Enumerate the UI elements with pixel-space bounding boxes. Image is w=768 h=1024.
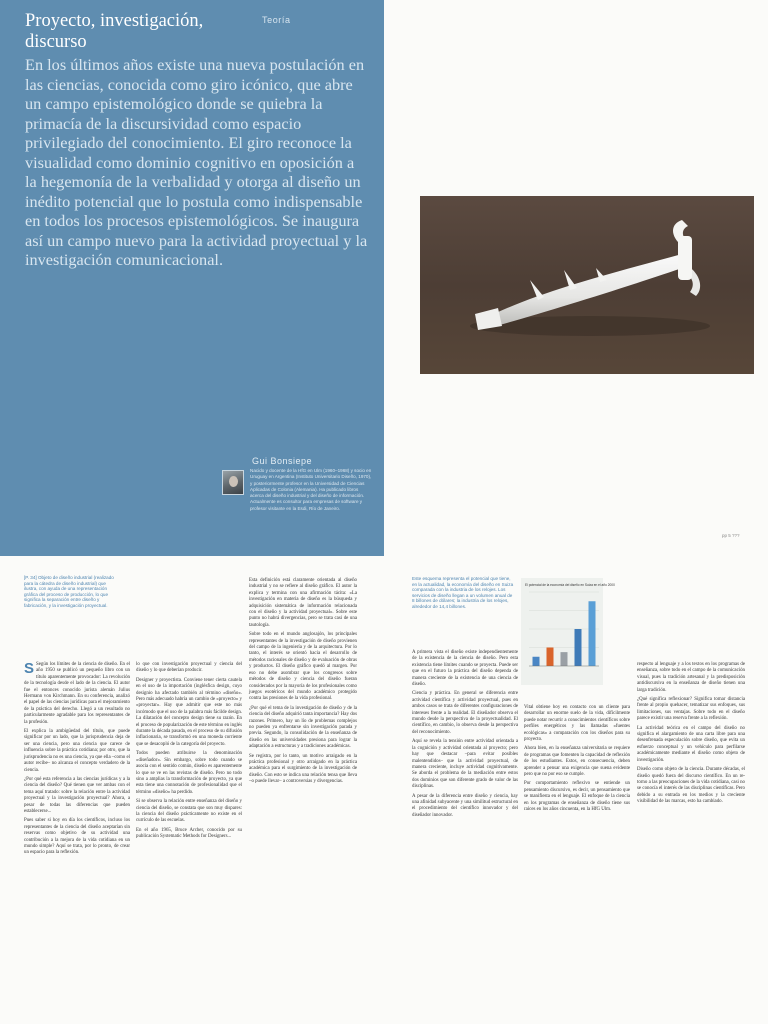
- author-photo: [222, 470, 244, 495]
- bar-chart: [521, 578, 615, 685]
- chart-bar: [561, 652, 568, 666]
- paragraph: Diseño como objeto de la ciencia. Durante décadas, el diseño quedó fuera del discurso científico. En un re-torno a las preocupaciones de la vida cotidiana, casi no se conocía el interés de las disciplinas científicas. Pero debido a su entrada en los medios y la creciente visibilidad de las marcas, esto ha cambiado.: [637, 767, 745, 805]
- paragraph: Ahora bien, en la enseñanza universitaria se requiere de programas que fomenten la capacidad de reflexión de los estudiantes. Estos, en consecuencia, deben aprender a pensar una exigencia que suena evidente pero que no por eso se cumple.: [524, 746, 630, 778]
- chart-caption-text: Este esquema representa el potencial que tiene, en la actualidad, la economía del diseño en Suiza comparada con la industria de los relojes. Los servicios de diseño llegan a un volumen anual de 8 billones de dólares; la industria de los relojes, alrededor de 14,4 billones.: [412, 576, 514, 609]
- paragraph: Se registra, por lo tanto, un motivo arraigado en la práctica profesional y otro arraigado en la práctica académica para el surgimiento de la investigación de diseño. Con esto se indica una relación tensa que lleva –o puede llevar– a controversias y divergencias.: [249, 753, 357, 785]
- plastic-object-illustration: [420, 196, 754, 374]
- chart-bar: [533, 657, 540, 666]
- paragraph: Esta definición está claramente orientada al diseño industrial y no se refiere al diseño gráfico. El autor la explica y termina con una afirmación tácita: «La investigación en materia de diseño es la búsqueda y adquisición sistemática de información relacionada con el diseño y la actividad proyectual». Sobre este punto no habrá divergencias, pero se trata casi de una tautología.: [249, 578, 357, 628]
- chart-bar: [575, 629, 582, 666]
- paragraph: La actividad teórica en el campo del diseño no significa el alargamiento de una carta libre para una desenfrenada especulación sobre diseño, que evita un esfuerzo conceptual y un vehículo para perfilarse académicamente mediante el diseño como objeto de investigación.: [637, 725, 745, 763]
- body-column-5: [524, 705, 630, 817]
- author-name: Gui Bonsiepe: [252, 456, 313, 466]
- figure-caption: [P. 34] Objeto de diseño industrial (realizado para la cátedra de diseño industrial) que ilustra, con ayuda de una representación gráfica del proceso de producción, lo que significa la separación entre diseño y fabricación, y la investigación proyectual.: [24, 575, 114, 608]
- page-number: pp 5 ???: [722, 533, 740, 538]
- paragraph: ¿Por qué esta referencia a las ciencias jurídicas y a la ciencia del diseño? Qué tienen que ver ambas con el tema aquí tratado: sobre la relación entre la actividad proyectual y la investigación proyectual? Ahora, a pesar de todas las diferencias que pueden establecerse...: [24, 776, 130, 814]
- paragraph: Pues saber si hoy en día los científicos, incluso los representantes de la ciencia del diseño aceptarían sin reservas como objetivo de su actividad una contribución a la mejora de la vida cotidiana en un mundo simple? Aquí se trata, por lo pronto, de crear un espacio para la reflexión.: [24, 818, 130, 856]
- hero-panel: [0, 0, 384, 556]
- paragraph: S Según los límites de la ciencia de diseño. En el año 1950 se publicó un pequeño libro con un título aparentemente provocador: La revolución de la tecnología desde el lado de la ciencia. El autor fue el entonces conocido jurista alemán Julius Hermann von Kirchmann. En su conferencia, analizó el papel de las ciencias jurídicas para el mejoramiento de la práctica del derecho. Llegó a un resultado no particularmente agradable para los representantes de la profesión.: [24, 660, 130, 725]
- paragraph: Si se observa la relación entre enseñanza del diseño y ciencia del diseño, se constata que son muy dispares: la ciencia del diseño prácticamente no existe en el currículo de las escuelas.: [136, 799, 242, 824]
- bar-chart-svg: [521, 578, 615, 685]
- paragraph: Por comportamiento reflexivo se entiende un pensamiento discursivo, es decir, un pensamiento que se manifiesta en el lenguaje. El enfoque de la ciencia en los programas de enseñanza de diseño tiene sus raíces en los años cincuenta, en la HfG Ulm.: [524, 781, 630, 813]
- paragraph: Aquí se revela la tensión entre actividad orientada a la cognición y actividad orientada al proyecto; pero hay que destacar –para evitar posibles malentendidos– que la actividad proyectual, de manera creciente, incluye actividad cognitivamente. Se aborda el problema de la mediación entre estos dos dominios que son diferente grado de valor de las disciplinas.: [412, 739, 518, 790]
- paragraph: respecto al lenguaje y a los textos en los programas de enseñanza, sobre todo en el campo de la comunicación visual, pues la tradición artesanal y la predisposición antidiscursiva en la enseñanza de diseño tienen una larga tradición.: [637, 662, 745, 693]
- paragraph: Vital obtiene hoy en contacto con un cliente para desarrollar un enorme suelo de la vida, difícilmente puede notar recurrir a conocimientos científicos sobre perfiles energéticos y las llamadas «fuentes ecológicas» a comparación con los diseños para su proyecto.: [524, 705, 630, 743]
- article-lead: En los últimos años existe una nueva postulación en las ciencias, conocida como giro icónico, que abre un campo epistemológico donde se quiebra la primacía de la discursividad como espacio privilegiado del conocimiento. El giro reconoce la visualidad como dominio cognitivo en oposición a la hegemonía de la verbalidad y otorga al diseño un inédito potencial que lo postula como indispensable en todos los procesos epistemológicos. Se inaugura así un campo nuevo para la actividad proyectual y la investigación comunicacional.: [25, 55, 368, 269]
- body-column-1: [24, 662, 130, 860]
- paragraph: El explica la ambigüedad del título, que puede significar por un lado, que la jurisprudencia deja de ser una ciencia, pero una ciencia que carece de influencia sobre la práctica cotidiana; por otro, que la jurisprudencia no es una ciencia, ya que ella –como el autor recibe– no alcanza el concepto verdadero de la ciencia.: [24, 729, 130, 773]
- paragraph: ¿Qué significa reflexionar? Significa tomar distancia frente al propio quehacer, tematizar sus enfoques, sus limitaciones, sus ventajas. Sobre todo en el diseño parece existir una reserva frente a la reflexión.: [637, 697, 745, 722]
- paragraph: Todos pueden atribuirse la denominación «diseñador». Sin embargo, sobre todo cuando se asocia con el sentido común, diseño es aparentemente lo que se ve en las revistas de diseño. Pero no todo sino a amplias la transformación de proyecto, ya que esta tiene una connotación de profesionalidad que el término «diseño» ha perdido.: [136, 751, 242, 795]
- body-column-3: [249, 578, 357, 789]
- section-label: Teoría: [262, 15, 291, 25]
- paragraph: A primera vista el diseño existe independientemente de la existencia de la ciencia de diseño. Pero esta existencia tiene límites cuando se proyecta. Puede ser que en el futuro la práctica del diseño dependa de manera creciente de la existencia de una ciencia de diseño.: [412, 650, 518, 688]
- paragraph: ¿Por qué el tema de la investigación de diseño y de la ciencia del diseño adquirió tanta importancia? Hay dos razones. Primero, hay un lío de problemas complejos no pueden ya enfrentarse sin investigación parada y previa. Segundo, la consolidación de la enseñanza de diseño en las universidades presiona para lograr la adaptación a estructuras y a tradiciones académicas.: [249, 705, 357, 750]
- dropcap: S: [24, 660, 35, 677]
- body-column-6: [637, 662, 745, 809]
- paragraph: A pesar de la diferencia entre diseño y ciencia, hay una afinidad subyacente y una similitud estructural en el procedimiento del científico innovador y del diseñador innovador.: [412, 793, 518, 818]
- paragraph: Designer y proyectista. Conviene tener cierta cautela en el uso de la importación (inglésfica design, cuyo designio ha afectado también al término «diseño». Pero más adecuado habría un cambio de «proyecto» y «proyectar». Hay que admitir que este no más incómodo que el uso de la palabra más fácilde design. La dilatación del concepto design tiene su razón. En el proceso de popularización de este término en inglés durante la década pasada, en el proceso de su difusión inflacionaria, se transformó en una moneda corriente que se desacopló de la categoría del proyecto.: [136, 677, 242, 747]
- chart-bar: [547, 648, 554, 667]
- author-bio: Nacido y docente de la HfG en Ulm (1960–1968) y socio en Uruguay en Argentina (Instituto Universitario Diseño, 1970), y posteriormente profesor en la Universidad de Ciencias Aplicadas de Colonia (Alemania). Ha publicado libros acerca del diseño industrial y del diseño de información. Actualmente es consultor para empresas de software y profesor visitante en la Esdi, Río de Janeiro.: [250, 468, 372, 511]
- paragraph: En el año 1965, Bruce Archer, conocido por su publicación Systematic Methods for Designers...: [136, 827, 242, 840]
- chart-bar: [589, 601, 596, 666]
- body-column-4: [412, 650, 518, 822]
- body-column-2: [136, 662, 242, 844]
- chart-title: El potencial de la economía del diseño en Suiza en el año 2000: [525, 583, 615, 587]
- product-photo: [420, 196, 754, 374]
- chart-bars: [529, 601, 599, 666]
- paragraph: Sobre todo en el mundo anglosajón, los principales representantes de la investigación de diseño provienen del campo de la ingeniería y de la arquitectura. Por lo tanto, el interés se orientó hacia el desarrollo de métodos racionales de diseño y de evaluación de obras y productos. El diseño gráfico quedó al margen. Por eso no debe asombrar que los congresos sobre métodos de diseño y ciencia del diseño fueran considerados por la mayoría de los profesionales como juegos esotéricos del mundo académico protegido contra las presiones de la vida profesional.: [249, 632, 357, 702]
- paragraph: lo que con investigación proyectual y ciencia del diseño y lo que deberían producir.: [136, 662, 242, 674]
- article-title: Proyecto, investigación, discurso: [25, 11, 204, 52]
- paragraph: Ciencia y práctica. En general se diferencia entre actividad científica y actividad proyectual, pues en ambos casos se trata de diferentes conﬁguraciones de intereses frente a la realidad. El diseñador observa el mundo desde la perspectiva de la proyectualidad. El científico, en cambio, lo observa desde la perspectiva del reconocimiento.: [412, 691, 518, 735]
